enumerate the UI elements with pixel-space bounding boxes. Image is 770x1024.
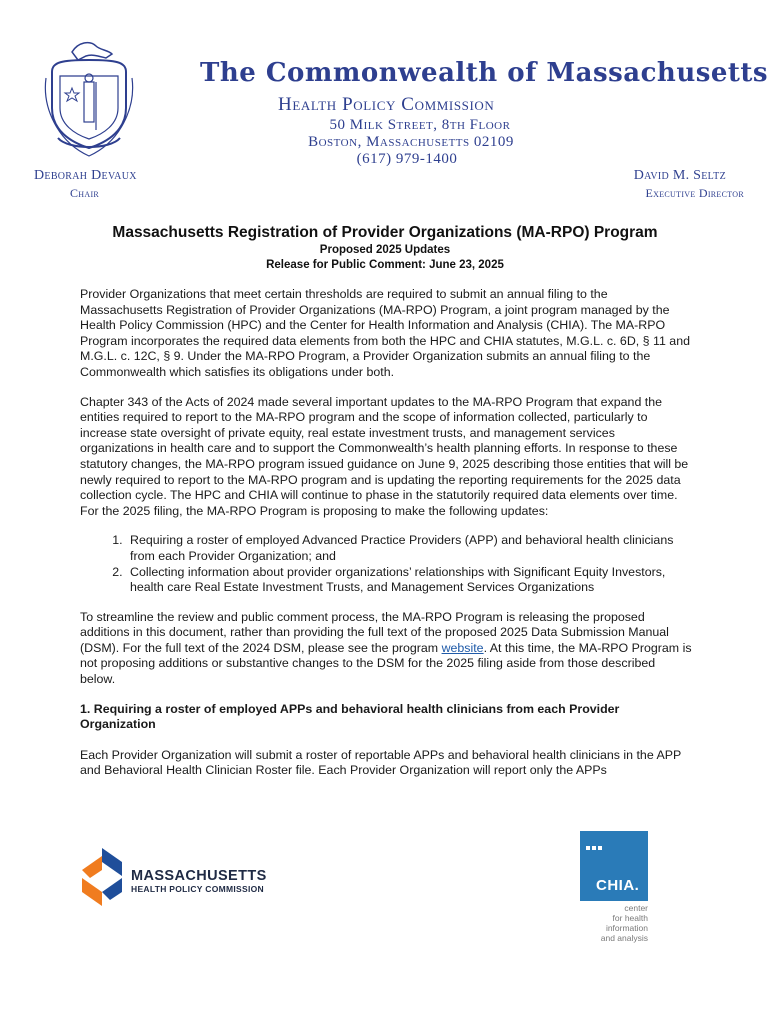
paragraph-text: . At this time, the MA-RPO Program is not proposing additions or substantive changes to the DSM for the 2025 filing aside from those described below. xyxy=(80,640,692,687)
director-name: David M. Seltz xyxy=(633,168,726,183)
chia-logo xyxy=(580,831,648,901)
chia-tagline-line: for health xyxy=(612,913,648,923)
commonwealth-heading: The Commonwealth of Massachusetts xyxy=(200,58,769,88)
phone-number: (617) 979-1400 xyxy=(356,151,458,167)
updates-list xyxy=(80,533,692,595)
document-title: Massachusetts Registration of Provider Organizations (MA-RPO) Program xyxy=(112,224,658,241)
address-line-2: Boston, Massachusetts 02109 xyxy=(308,134,514,150)
address-line-1: 50 Milk Street, 8th Floor xyxy=(329,117,511,133)
paragraph-chapter-343: Chapter 343 of the Acts of 2024 made several important updates to the MA-RPO Program that expand the entities required to report to the MA-RPO program and the scope of information collected, particularly to increase state oversight of private equity, real estate investment trusts, and management services organizations in health care and to support the Commonwealth’s health planning efforts. In response to these statutory changes, the MA-RPO program issued guidance on June 9, 2025 describing those entities that will be newly required to report to the MA-RPO program and is updating the reporting requirements for the 2025 data collection cycle. The HPC and CHIA will continue to phase in the statutorily required data elements over time. For the 2025 filing, the MA-RPO Program is proposing to make the following updates: xyxy=(80,394,689,518)
document-body xyxy=(80,287,692,793)
document-subtitle: Proposed 2025 Updates xyxy=(319,244,451,256)
chia-tagline xyxy=(590,903,648,943)
paragraph-intro: Provider Organizations that meet certain thresholds are required to submit an annual filing to the Massachusetts Registration of Provider Organizations (MA-RPO) Program, a joint program managed by the Health Policy Commission (HPC) and the Center for Health Information and Analysis (CHIA). The MA-RPO Program incorporates the required data elements from both the HPC and CHIA statutes, M.G.L. c. 6D, § 11 and M.G.L. c. 12C, § 9. Under the MA-RPO Program, a Provider Organization submits an annual filing to the Commonwealth which satisfies its obligations under both. xyxy=(80,287,690,379)
paragraph-streamline xyxy=(80,610,692,688)
chia-tagline-line: center xyxy=(624,903,648,913)
agency-name: Health Policy Commission xyxy=(278,94,495,115)
chair-block xyxy=(34,168,137,201)
chia-logo-name: CHIA. xyxy=(596,877,640,894)
chia-tagline-line: information xyxy=(605,923,648,933)
chair-role: Chair xyxy=(70,186,100,200)
director-block xyxy=(633,168,744,201)
chia-dots-icon xyxy=(586,837,604,855)
release-date: Release for Public Comment: June 23, 2025 xyxy=(266,259,504,271)
section-1-heading: 1. Requiring a roster of employed APPs and behavioral health clinicians from each Provider Organization xyxy=(80,701,620,732)
paragraph-text: To streamline the review and public comment process, the MA-RPO Program is releasing the proposed additions in this document, rather than providing the full text of the proposed 2025 Data Submission Manual (DSM). For the full text of the 2024 DSM, please see the program xyxy=(80,609,669,655)
director-role: Executive Director xyxy=(645,186,744,200)
chia-tagline-line: and analysis xyxy=(600,933,648,943)
chair-name: Deborah Devaux xyxy=(34,168,137,183)
list-item: 1. Requiring a roster of employed Advanced Practice Providers (APP) and behavioral health clinicians from each Provider Organization; and xyxy=(126,533,692,564)
list-item: 2. Collecting information about provider organizations’ relationships with Significant Equity Investors, health care Real Estate Investment Trusts, and Management Services Organizations xyxy=(126,565,692,596)
hpc-logo-subtitle: HEALTH POLICY COMMISSION xyxy=(131,884,264,894)
hpc-logo-name: MASSACHUSETTS xyxy=(131,868,267,884)
paragraph-roster: Each Provider Organization will submit a roster of reportable APPs and behavioral health clinicians in the APP and Behavioral Health Clinician Roster file. Each Provider Organization will report only the APPs xyxy=(80,747,682,778)
website-link[interactable]: website xyxy=(441,640,484,655)
